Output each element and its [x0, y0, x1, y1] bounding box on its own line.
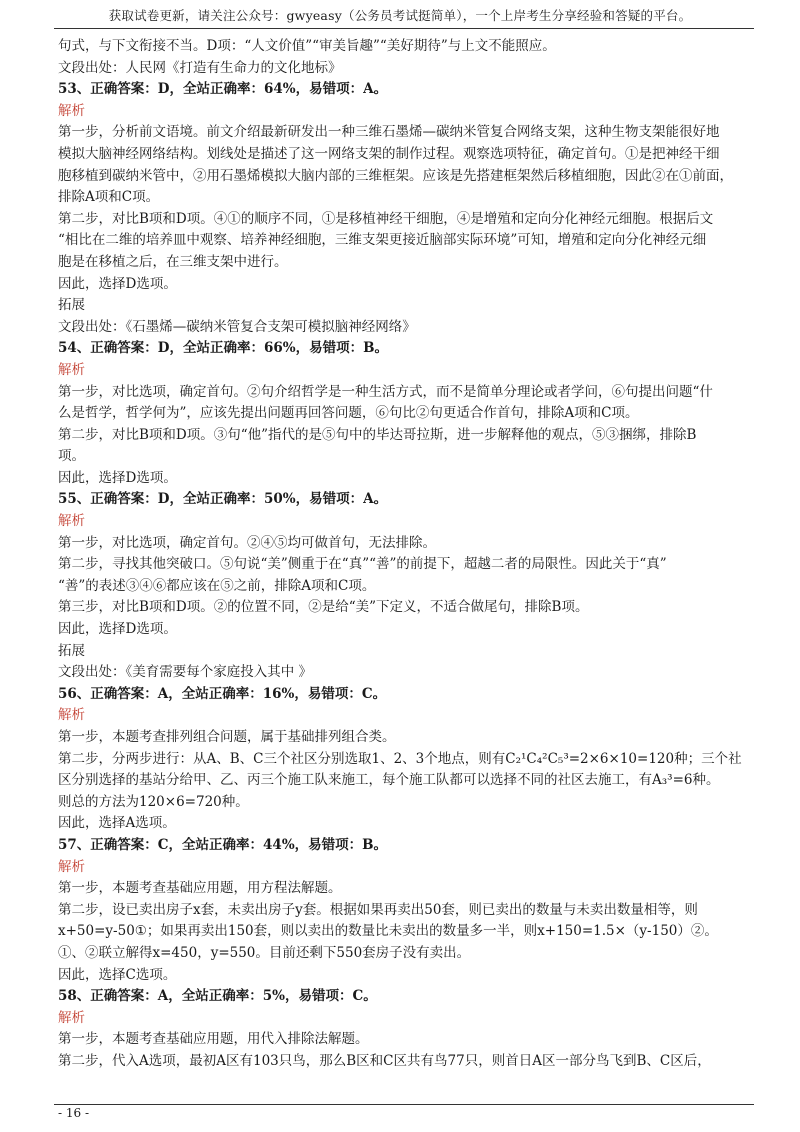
analysis-label: 解析	[58, 361, 85, 378]
answer-heading: 57、正确答案：C，全站正确率：44%，易错项：B。	[58, 836, 388, 853]
text-line: 第二步，设已卖出房子x套，未卖出房子y套。根据如果再卖出50套，则已卖出的数量与未卖出数量相等，则	[58, 901, 698, 918]
text-line: 第二步，寻找其他突破口。⑤句说“美”侧重于在“真”“善”的前提下，超越二者的局限性。因此关于“真”	[58, 556, 667, 573]
text-line: 第一步，本题考查基础应用题，用代入排除法解题。	[58, 1031, 369, 1048]
answer-heading: 58、正确答案：A，全站正确率：5%，易错项：C。	[58, 988, 377, 1005]
analysis-label: 解析	[58, 1009, 85, 1026]
text-line: 拓展	[58, 642, 85, 659]
text-line: 排除A项和C项。	[58, 189, 160, 206]
footer-divider	[54, 1104, 754, 1105]
document-body	[58, 36, 753, 1073]
analysis-label: 解析	[58, 858, 85, 875]
text-line: 句式，与下文衔接不当。D项：“人文价值”“审美旨趣”“美好期待”与上文不能照应。	[58, 38, 556, 54]
text-line: 第三步，对比B项和D项。②的位置不同，②是给“美”下定义，不适合做尾句，排除B项。	[58, 599, 589, 616]
text-line: 因此，选择D选项。	[58, 621, 177, 638]
text-line: 拓展	[58, 297, 85, 314]
text-line: 第二步，代入A选项，最初A区有103只鸟，那么B区和C区共有鸟77只，则首日A区一部分鸟飞到B、C区后，	[58, 1052, 711, 1069]
answer-heading: 54、正确答案：D，全站正确率：66%，易错项：B。	[58, 340, 389, 357]
text-line: 区分别选择的基站分给甲、乙、丙三个施工队来施工，每个施工队都可以选择不同的社区去施工，有A₃³=6种。	[58, 772, 720, 789]
text-line: 项。	[58, 448, 85, 465]
text-line: “相比在二维的培养皿中观察、培养神经细胞，三维支架更接近脑部实际环境”可知，增殖和定向分化神经元细	[58, 232, 707, 249]
text-line: x+50=y-50①；如果再卖出150套，则以卖出的数量比未卖出的数量多一半，则x+150=1.5×（y-150）②。	[58, 923, 718, 940]
header-divider	[54, 28, 754, 29]
text-line: 胞移植到碳纳米管中，②用石墨烯模拟大脑内部的三维框架。应该是先搭建框架然后移植细胞，因此②在①前面，	[58, 167, 733, 184]
analysis-label: 解析	[58, 513, 85, 530]
text-line: 因此，选择D选项。	[58, 469, 177, 486]
text-line: 因此，选择C选项。	[58, 966, 177, 983]
text-line: 文段出处：《美育需要每个家庭投入其中 》	[58, 664, 313, 681]
page-number: - 16 -	[58, 1106, 90, 1120]
analysis-label: 解析	[58, 707, 85, 724]
text-line: 因此，选择D选项。	[58, 275, 177, 292]
text-line: 第一步，分析前文语境。前文介绍最新研发出一种三维石墨烯—碳纳米管复合网络支架，这种生物支架能很好地	[58, 124, 720, 141]
text-line: 第一步，对比选项，确定首句。②句介绍哲学是一种生活方式，而不是简单分理论或者学问，⑥句提出问题“什	[58, 383, 713, 400]
text-line: ①、②联立解得x=450，y=550。目前还剩下550套房子没有卖出。	[58, 944, 471, 961]
text-line: 第一步，对比选项，确定首句。②④⑤均可做首句，无法排除。	[58, 534, 436, 551]
text-line: “善”的表述③④⑥都应该在⑤之前，排除A项和C项。	[58, 577, 376, 594]
text-line: 因此，选择A选项。	[58, 815, 176, 832]
text-line: 模拟大脑神经网络结构。划线处是描述了这一网络支架的制作过程。观察选项特征，确定首句。①是把神经干细	[58, 145, 720, 162]
analysis-label: 解析	[58, 102, 85, 119]
page-header: 获取试卷更新，请关注公众号：gwyeasy（公务员考试挺简单），一个上岸考生分享经验和答疑的平台。	[108, 8, 692, 23]
answer-heading: 55、正确答案：D，全站正确率：50%，易错项：A。	[58, 491, 388, 508]
text-line: 第一步，本题考查基础应用题，用方程法解题。	[58, 880, 342, 897]
text-line: 文段出处：《石墨烯—碳纳米管复合支架可模拟脑神经网络》	[58, 318, 416, 335]
answer-heading: 56、正确答案：A，全站正确率：16%，易错项：C。	[58, 685, 387, 702]
text-line: 么是哲学，哲学何为”，应该先提出问题再回答问题，⑥句比②句更适合作首句，排除A项和C项。	[58, 405, 639, 422]
text-line: 胞是在移植之后，在三维支架中进行。	[58, 253, 288, 270]
text-line: 第二步，分两步进行：从A、B、C三个社区分别选取1、2、3个地点，则有C₂¹C₄²C₅³=2×6×10=120种；三个社	[58, 750, 742, 767]
text-line: 文段出处：人民网《打造有生命力的文化地标》	[58, 59, 342, 76]
text-line: 第一步，本题考查排列组合问题，属于基础排列组合类。	[58, 729, 396, 745]
answer-heading: 53、正确答案：D，全站正确率：64%，易错项：A。	[58, 81, 388, 98]
text-line: 则总的方法为120×6=720种。	[58, 793, 249, 810]
text-line: 第二步，对比B项和D项。③句“他”指代的是⑤句中的毕达哥拉斯，进一步解释他的观点，⑤③捆绑，排除B	[58, 426, 697, 443]
text-line: 第二步，对比B项和D项。④①的顺序不同，①是移植神经干细胞，④是增殖和定向分化神经元细胞。根据后文	[58, 210, 714, 227]
